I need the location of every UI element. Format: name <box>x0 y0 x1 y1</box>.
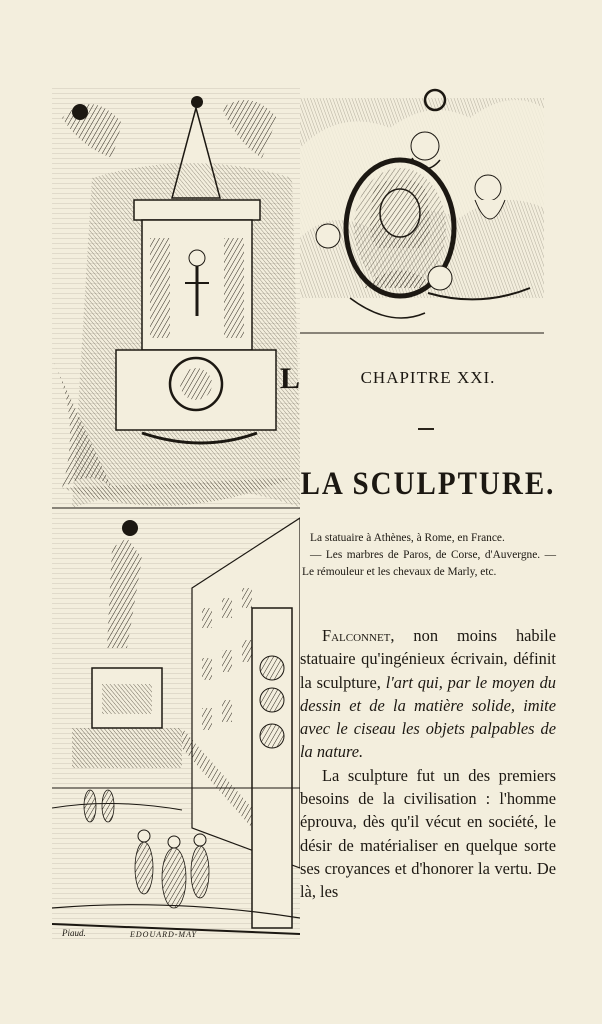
definition-quote: l'art qui, par le moyen du dessin et de la matière solide, imite avec le ciseau les objets palpables de la nature. <box>300 672 557 762</box>
monument-engraving <box>52 88 300 940</box>
chapter-number: CHAPITRE XXI. <box>360 368 496 387</box>
engraver-signature-left: Piaud. <box>62 928 86 938</box>
chapter-rule <box>418 428 434 430</box>
chapter-title: LA SCULPTURE. <box>300 466 556 502</box>
summary-line-1: La statuaire à Athènes, à Rome, en France. <box>310 532 505 544</box>
body-text <box>300 624 556 904</box>
paragraph-1-text: non moins habile statuaire qu'ingénieux écrivain, définit la sculpture, <box>300 626 556 692</box>
drop-letter-l: L <box>280 362 301 395</box>
engraver-signature-right: EDOUARD-MAY <box>130 930 197 939</box>
paragraph-1 <box>300 624 556 764</box>
lead-word: Falconnet, <box>322 626 395 645</box>
portrait-medallion-engraving <box>300 88 544 338</box>
paragraph-2: La sculpture fut un des premiers besoins de la civilisation : l'homme éprouva, dès qu'il vécut en société, le désir de matérialiser en quelque sorte ses croyances et d'honorer la vertu. De là, les <box>300 765 556 902</box>
chapter-summary <box>302 530 556 581</box>
summary-line-2: — Les marbres de Paros, de Corse, d'Auvergne. — Le rémouleur et les chevaux de Marly, etc. <box>302 549 556 578</box>
